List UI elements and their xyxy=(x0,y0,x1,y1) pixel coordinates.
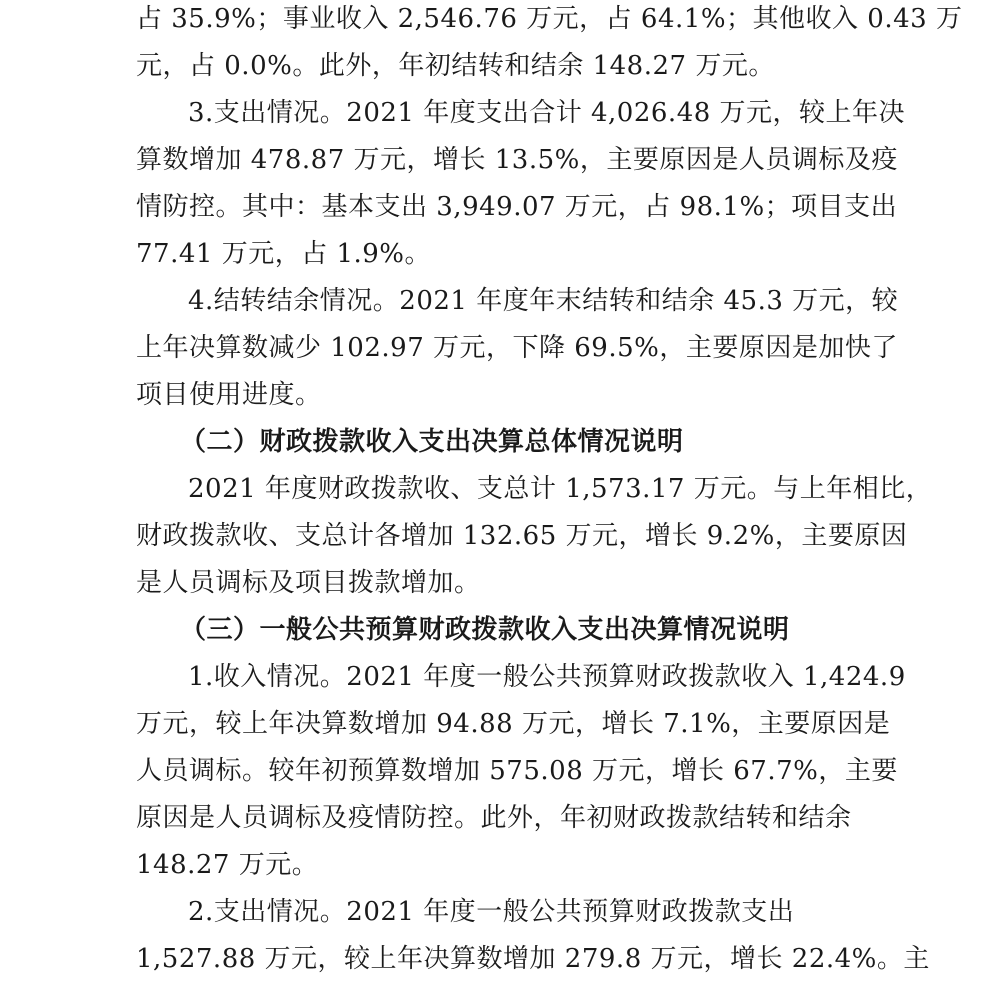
paragraph-line: 人员调标。较年初预算数增加 575.08 万元，增长 67.7%，主要 xyxy=(136,756,898,786)
section-heading: （二）财政拨款收入支出决算总体情况说明 xyxy=(180,427,684,457)
paragraph-line: 元，占 0.0%。此外，年初结转和结余 148.27 万元。 xyxy=(136,51,775,81)
paragraph-line: 1,527.88 万元，较上年决算数增加 279.8 万元，增长 22.4%。主 xyxy=(136,944,930,974)
paragraph-line: 2.支出情况。2021 年度一般公共预算财政拨款支出 xyxy=(188,897,795,927)
section-heading: （三）一般公共预算财政拨款收入支出决算情况说明 xyxy=(180,615,790,645)
paragraph-line: 项目使用进度。 xyxy=(136,380,322,410)
paragraph-line: 是人员调标及项目拨款增加。 xyxy=(136,568,481,598)
paragraph-line: 占 35.9%；事业收入 2,546.76 万元，占 64.1%；其他收入 0.43 万 xyxy=(136,4,963,34)
paragraph-line: 4.结转结余情况。2021 年度年末结转和结余 45.3 万元，较 xyxy=(188,286,899,316)
paragraph-line: 情防控。其中：基本支出 3,949.07 万元，占 98.1%；项目支出 xyxy=(136,192,898,222)
paragraph-line: 3.支出情况。2021 年度支出合计 4,026.48 万元，较上年决 xyxy=(188,98,906,128)
paragraph-line: 原因是人员调标及疫情防控。此外，年初财政拨款结转和结余 xyxy=(136,803,852,833)
paragraph-line: 1.收入情况。2021 年度一般公共预算财政拨款收入 1,424.9 xyxy=(188,662,906,692)
paragraph-line: 万元，较上年决算数增加 94.88 万元，增长 7.1%，主要原因是 xyxy=(136,709,891,739)
paragraph-line: 算数增加 478.87 万元，增长 13.5%，主要原因是人员调标及疫 xyxy=(136,145,898,175)
paragraph-line: 2021 年度财政拨款收、支总计 1,573.17 万元。与上年相比， xyxy=(188,474,933,504)
paragraph-line: 财政拨款收、支总计各增加 132.65 万元，增长 9.2%，主要原因 xyxy=(136,521,908,551)
paragraph-line: 77.41 万元，占 1.9%。 xyxy=(136,239,432,269)
paragraph-line: 上年决算数减少 102.97 万元，下降 69.5%，主要原因是加快了 xyxy=(136,333,898,363)
paragraph-line: 148.27 万元。 xyxy=(136,850,319,880)
